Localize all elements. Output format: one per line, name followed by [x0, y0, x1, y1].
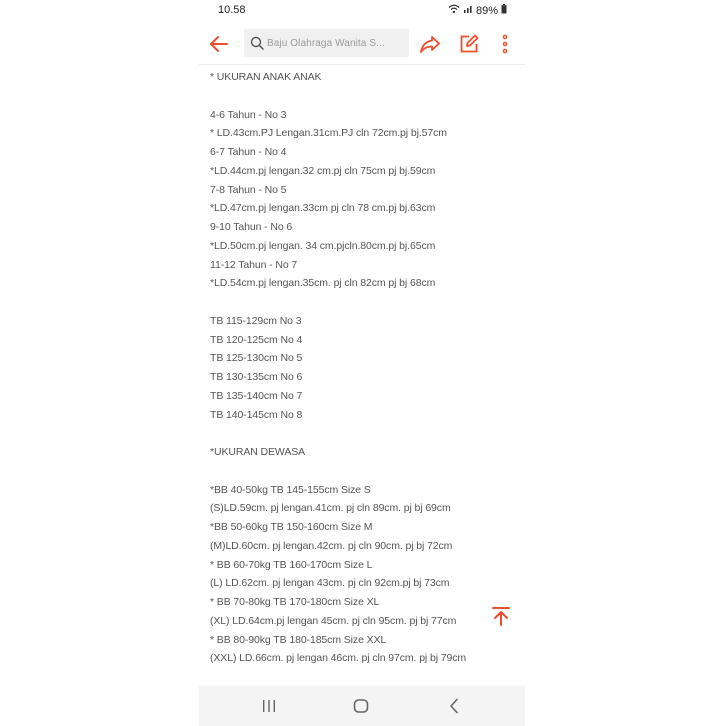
description-line: TB 125-130cm No 5 [210, 352, 303, 365]
description-line: (L) LD.62cm. pj lengan 43cm. pj cln 92cm.pj bj 73cm [210, 577, 450, 590]
description-line: TB 140-145cm No 8 [210, 408, 303, 421]
home-button[interactable] [351, 696, 371, 716]
description-line: * BB 80-90kg TB 180-185cm Size XXL [210, 633, 387, 646]
top-bar [199, 24, 525, 65]
scroll-to-top-icon [489, 604, 513, 628]
back-arrow-icon [207, 32, 231, 56]
description-line: *LD.44cm.pj lengan.32 cm.pj cln 75cm pj bj.59cm [210, 164, 436, 177]
description-line: * LD.43cm.PJ Lengan.31cm.PJ cln 72cm.pj bj.57cm [210, 127, 447, 140]
description-line: *LD.47cm.pj lengan.33cm pj cln 78 cm.pj bj.63cm [210, 202, 436, 215]
description-line: * BB 70-80kg TB 170-180cm Size XL [210, 596, 380, 608]
recent-apps-icon [259, 696, 279, 716]
system-nav-bar [199, 686, 525, 726]
share-icon [418, 32, 442, 56]
description-line: *LD.54cm.pj lengan.35cm. pj cln 82cm pj bj 68cm [210, 277, 436, 290]
edit-icon [457, 32, 481, 56]
description-line: (XXL) LD.66cm. pj lengan 46cm. pj cln 97cm. pj bj 79cm [210, 652, 467, 665]
description-line: *BB 40-50kg TB 145-155cm Size S [210, 483, 371, 496]
product-description [210, 68, 510, 668]
search-input[interactable] [244, 29, 409, 57]
description-line: (M)LD.60cm. pj lengan.42cm. pj cln 90cm. pj bj 72cm [210, 539, 453, 552]
more-vertical-icon [493, 32, 517, 56]
battery-percent: 89% [475, 4, 498, 17]
search-icon [250, 36, 264, 50]
recent-apps-button[interactable] [259, 696, 279, 716]
status-time: 10.58 [218, 4, 246, 16]
phone-screen [199, 0, 525, 726]
description-line: *BB 50-60kg TB 150-160cm Size M [210, 521, 373, 533]
status-bar [199, 0, 525, 22]
description-line: TB 135-140cm No 7 [210, 389, 303, 402]
description-line [210, 424, 510, 443]
description-line: 11-12 Tahun - No 7 [210, 258, 298, 271]
description-line: 7-8 Tahun - No 5 [210, 183, 287, 196]
search-placeholder: Baju Olahraga Wanita S... [267, 37, 385, 49]
description-line [210, 462, 510, 481]
description-line: * BB 60-70kg TB 160-170cm Size L [210, 558, 373, 571]
wifi-icon [448, 4, 460, 17]
description-line: TB 130-135cm No 6 [210, 371, 303, 383]
description-line: (XL) LD.64cm.pj lengan 45cm. pj cln 95cm. pj bj 77cm [210, 614, 457, 627]
description-line [210, 293, 510, 312]
description-line: TB 115-129cm No 3 [210, 314, 302, 327]
edit-button[interactable] [457, 32, 481, 56]
description-line: TB 120-125cm No 4 [210, 333, 303, 346]
signal-icon [463, 4, 473, 17]
more-options-button[interactable] [493, 32, 517, 56]
description-line [210, 87, 510, 106]
nav-back-button[interactable] [444, 696, 464, 716]
description-line: *UKURAN DEWASA [210, 446, 306, 458]
scroll-to-top-button[interactable] [489, 604, 513, 628]
description-line: * UKURAN ANAK ANAK [210, 71, 322, 83]
description-line: *LD.50cm.pj lengan. 34 cm.pjcln.80cm.pj bj.65cm [210, 239, 436, 252]
description-line: 4-6 Tahun - No 3 [210, 108, 287, 121]
back-button[interactable] [207, 32, 231, 56]
battery-icon [501, 4, 507, 17]
share-button[interactable] [418, 32, 442, 56]
status-indicators [448, 4, 507, 17]
description-line: 9-10 Tahun - No 6 [210, 221, 293, 233]
home-icon [351, 696, 371, 716]
description-line: (S)LD.59cm. pj lengan.41cm. pj cln 89cm. pj bj 69cm [210, 502, 451, 515]
description-line: 6-7 Tahun - No 4 [210, 146, 287, 158]
nav-back-icon [444, 696, 464, 716]
